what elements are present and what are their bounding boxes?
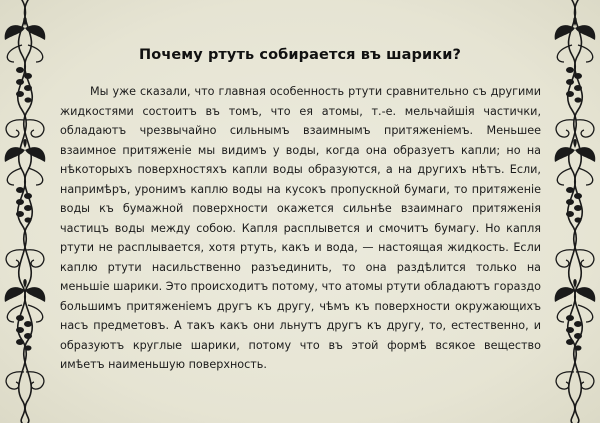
left-floral-border-icon bbox=[0, 0, 52, 423]
right-floral-border-icon bbox=[548, 0, 600, 423]
page-title: Почему ртуть собирается въ шарики? bbox=[139, 47, 461, 63]
body-paragraph: Мы уже сказали, что главная особенность ртути сравнительно съ другими жидкостями состоитъ въ томъ, что ея атомы, т.-е. мельчайшія частички, обладаютъ чрезвычайно сильнымъ взаимнымъ притяженіемъ. Меньшее взаимное притяженіе мы видимъ у воды, когда она образуетъ капли; но на нѣкоторыхъ поверхностяхъ капли воды образуются, а на другихъ нѣтъ. Если, напримѣръ, уронимъ каплю воды на кусокъ пропускной бумаги, то притяженіе воды къ бумажной поверхности окажется сильнѣе взаимнаго притяженія частицъ воды между собою. Капля расплывется и смочитъ бумагу. Но капля ртути не расплывается, хотя ртуть, какъ и вода, — настоящая жидкость. Если каплю ртути насильственно разъединить, то она раздѣлится только на меньшіе шарики. Это происходитъ потому, что атомы ртути обладаютъ гораздо большимъ притяженіемъ другъ къ другу, чѣмъ къ поверхности окружающихъ насъ предметовъ. А такъ какъ они льнутъ другъ къ другу, то, естественно, и образуютъ круглые шарики, потому что въ этой формѣ всякое вещество имѣетъ наименьшую поверхность. bbox=[60, 85, 541, 371]
